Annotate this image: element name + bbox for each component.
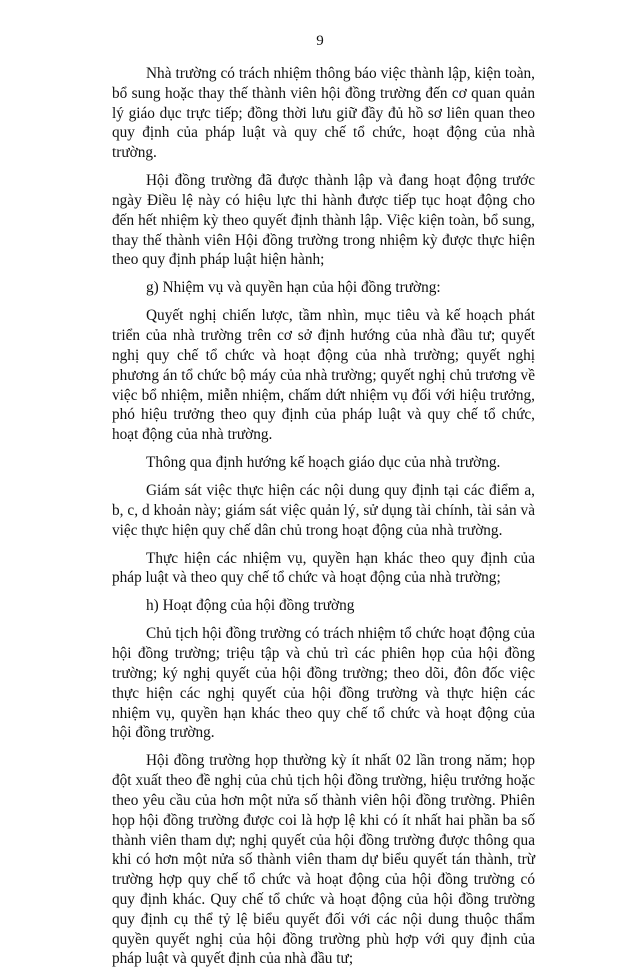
paragraph-other-duties: Thực hiện các nhiệm vụ, quyền hạn khác theo quy định của pháp luật và theo quy chế tổ chức và hoạt động của nhà trường; [112,549,535,587]
heading-council-activities: h) Hoạt động của hội đồng trường [146,597,355,615]
heading-duties-and-powers: g) Nhiệm vụ và quyền hạn của hội đồng trường: [146,279,441,297]
page-number: 9 [316,33,324,49]
paragraph-education-plan: Thông qua định hướng kế hoạch giáo dục của nhà trường. [146,454,501,472]
paragraph-supervision: Giám sát việc thực hiện các nội dung quy định tại các điểm a, b, c, d khoản này; giám sát việc quản lý, sử dụng tài chính, tài sản và việc thực hiện quy chế dân chủ trong hoạt động của nhà trường. [112,482,535,539]
paragraph-notification: Nhà trường có trách nhiệm thông báo việc thành lập, kiện toàn, bổ sung hoặc thay thế thành viên hội đồng trường đến cơ quan quản lý giáo dục trực tiếp; đồng thời lưu giữ đầy đủ hồ sơ liên quan theo quy định của pháp luật và quy chế tổ chức, hoạt động của nhà trường. [112,65,535,162]
paragraph-existing-council: Hội đồng trường đã được thành lập và đang hoạt động trước ngày Điều lệ này có hiệu lực thi hành được tiếp tục hoạt động cho đến hết nhiệm kỳ theo quyết định thành lập. Việc kiện toàn, bổ sung, thay thế thành viên Hội đồng trường trong nhiệm kỳ được thực hiện theo quy định pháp luật hiện hành; [112,172,535,269]
paragraph-chairman-responsibility: Chủ tịch hội đồng trường có trách nhiệm tổ chức hoạt động của hội đồng trường; triệu tập và chủ trì các phiên họp của hội đồng trường; ký nghị quyết của hội đồng trường; theo dõi, đôn đốc việc thực hiện các nghị quyết của hội đồng trường và thực hiện các nhiệm vụ, quyền hạn khác theo quy chế tổ chức và hoạt động của hội đồng trường. [112,625,535,742]
paragraph-meetings: Hội đồng trường họp thường kỳ ít nhất 02 lần trong năm; họp đột xuất theo đề nghị của chủ tịch hội đồng trường, hiệu trưởng hoặc theo yêu cầu của hơn một nửa số thành viên hội đồng trường. Phiên họp hội đồng trường được coi là hợp lệ khi có ít nhất hai phần ba số thành viên tham dự; nghị quyết của hội đồng trường được thông qua khi có hơn một nửa số thành viên tham dự biểu quyết tán thành, trừ trường hợp quy chế tổ chức và hoạt động của hội đồng trường có quy định khác. Quy chế tổ chức và hoạt động của hội đồng trường quy định cụ thể tỷ lệ biểu quyết đối với các nội dung thuộc thẩm quyền quyết nghị của hội đồng trường phù hợp với quy định của pháp luật và quyết định của nhà đầu tư; [112,752,535,968]
paragraph-resolutions: Quyết nghị chiến lược, tầm nhìn, mục tiêu và kế hoạch phát triển của nhà trường trên cơ sở định hướng của nhà đầu tư; quyết nghị quy chế tổ chức và hoạt động của nhà trường; quyết nghị phương án tổ chức bộ máy của nhà trường; quyết nghị chủ trương về việc bổ nhiệm, miễn nhiệm, chấm dứt nhiệm vụ đối với hiệu trưởng, phó hiệu trưởng theo quy định của pháp luật và quy chế tổ chức, hoạt động của nhà trường. [112,307,535,444]
document-body [112,64,535,977]
